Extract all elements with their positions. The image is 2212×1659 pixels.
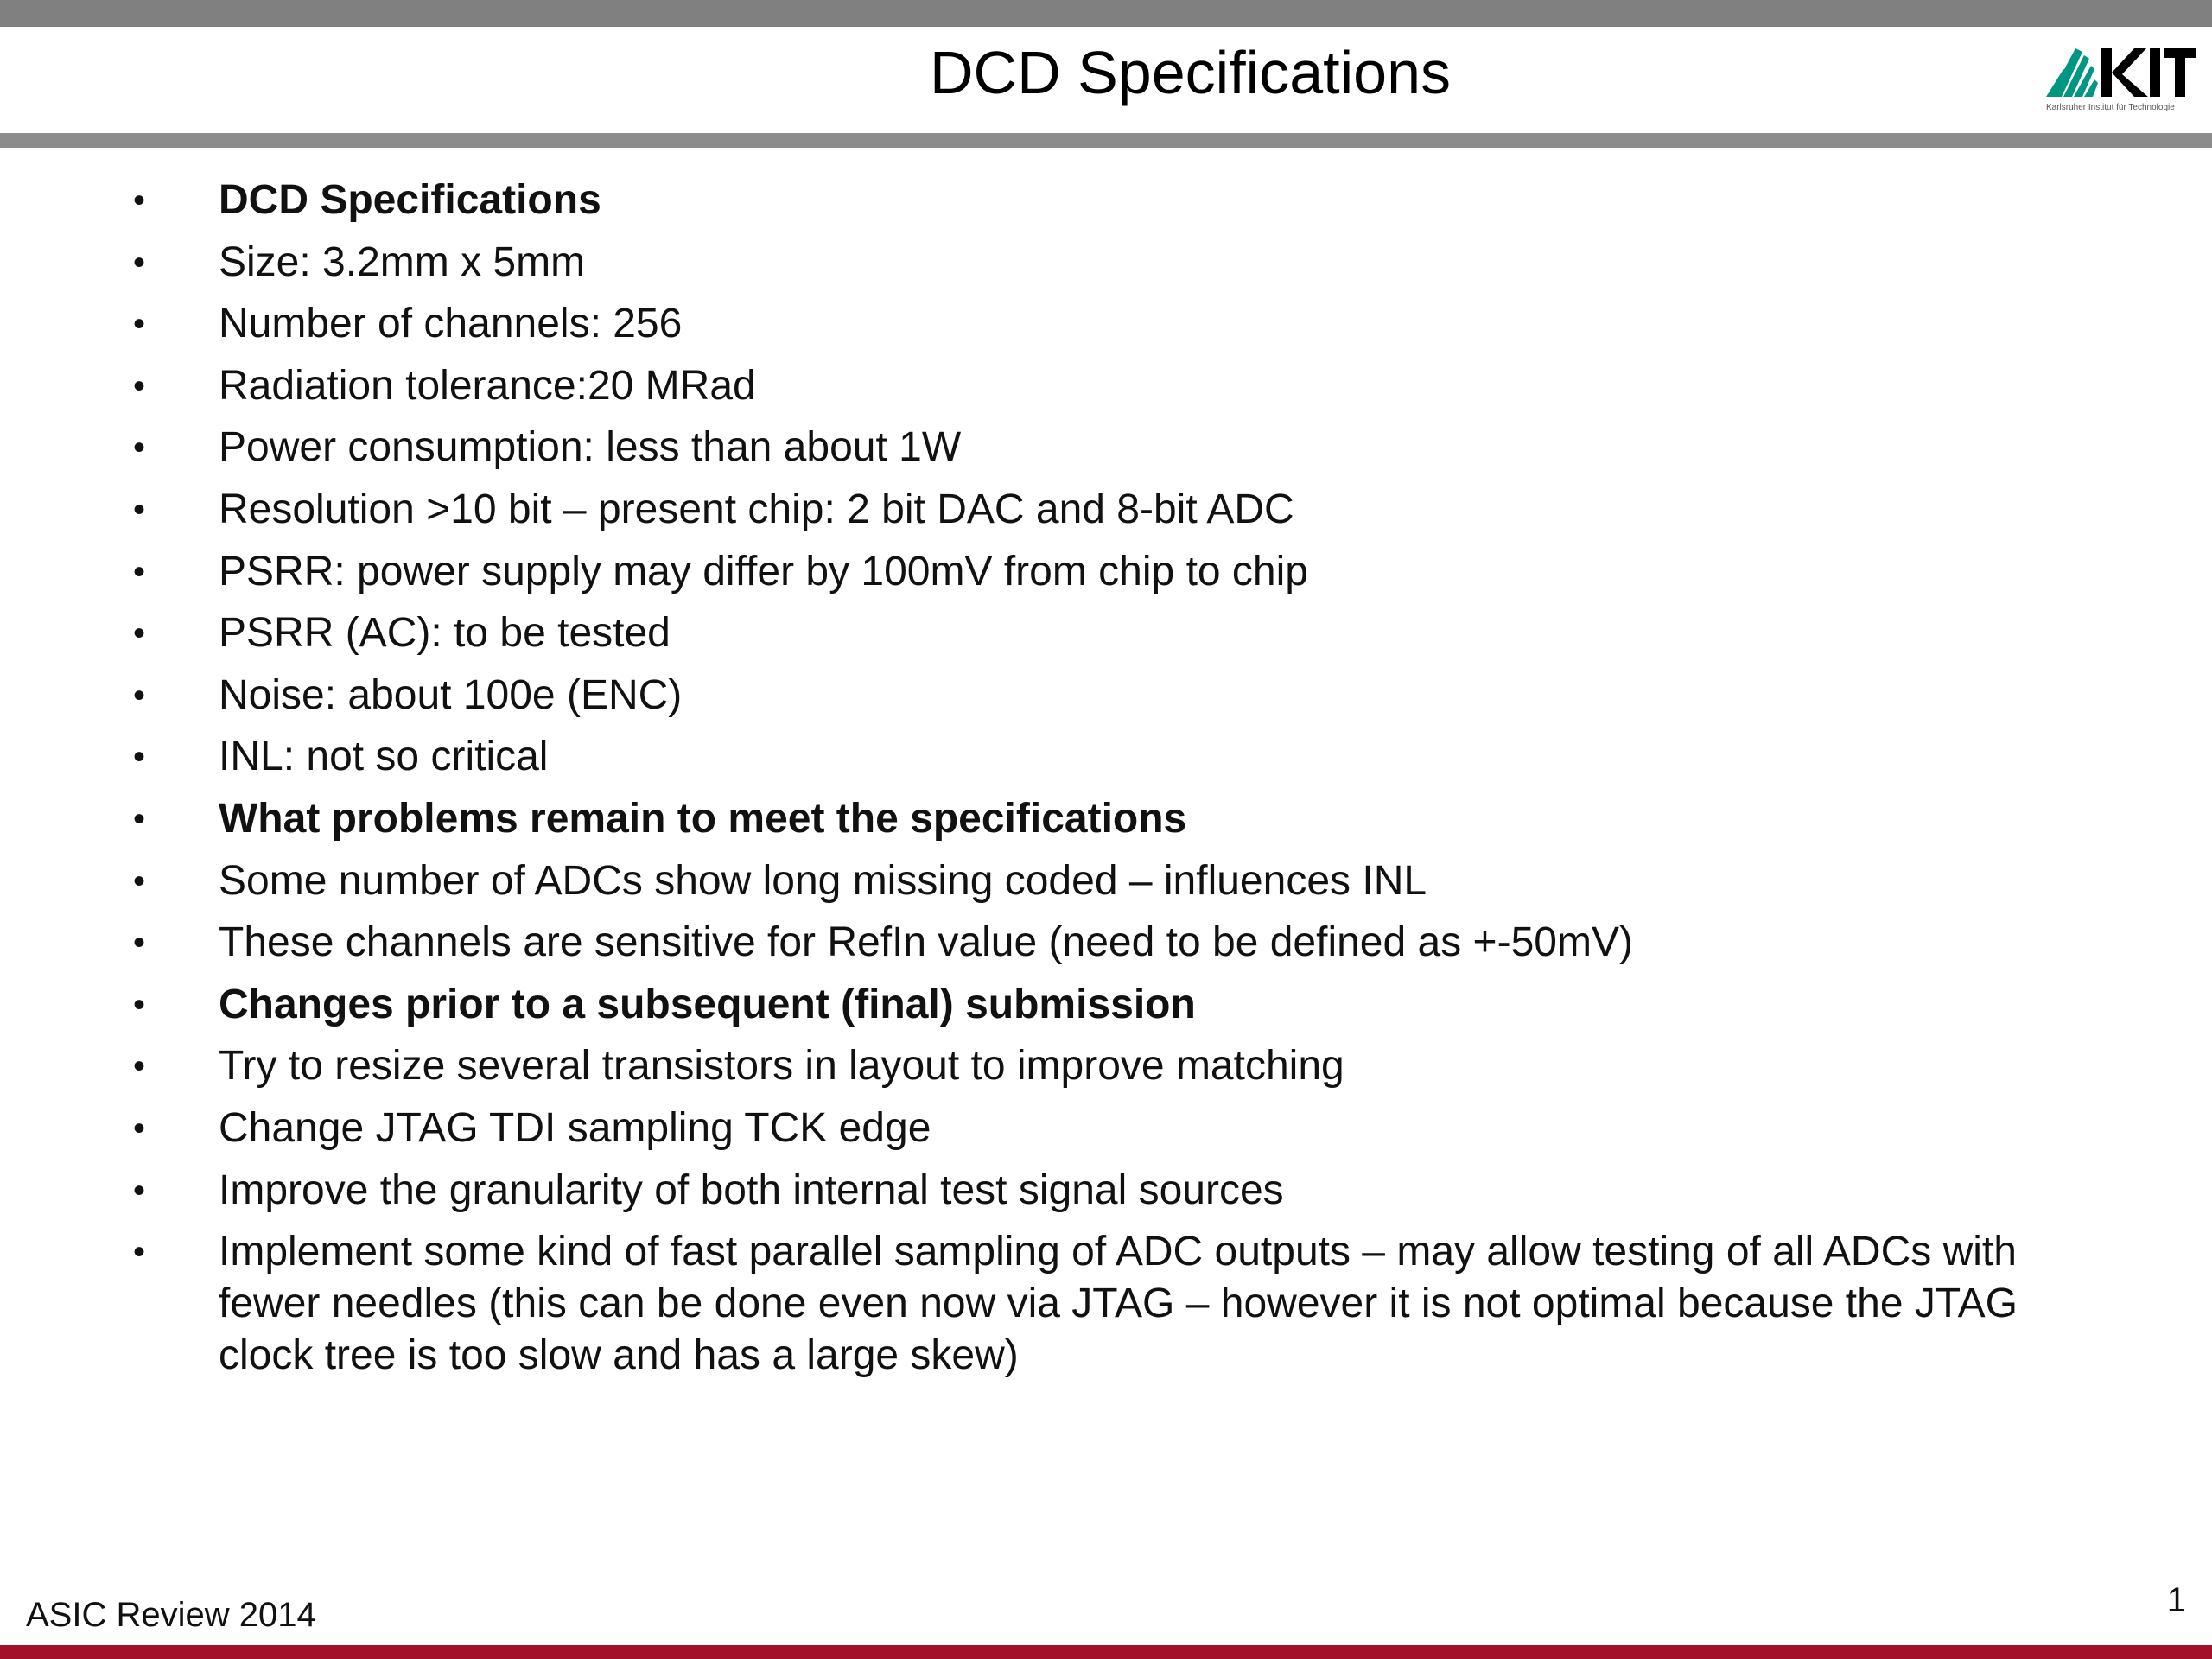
bullet-item <box>130 1165 2082 1217</box>
bullet-dot: • <box>133 738 146 777</box>
bullet-item <box>130 484 2082 536</box>
title-rule <box>0 133 2212 148</box>
bullet-text: DCD Specifications <box>219 177 601 223</box>
bullet-text: PSRR (AC): to be tested <box>219 610 671 657</box>
bullet-item <box>130 607 2082 659</box>
bullet-list <box>130 175 2082 1392</box>
bullet-item <box>130 546 2082 598</box>
bullet-text: Noise: about 100e (ENC) <box>219 671 683 718</box>
page-number: 1 <box>2166 1581 2186 1619</box>
bullet-dot: • <box>133 861 146 900</box>
bottom-bar <box>0 1645 2212 1659</box>
bullet-text: INL: not so critical <box>219 734 549 780</box>
bullet-item <box>130 855 2082 907</box>
bullet-dot: • <box>133 305 146 344</box>
bullet-dot: • <box>133 924 146 963</box>
bullet-text: Changes prior to a subsequent (final) submission <box>219 981 1196 1027</box>
bullet-dot: • <box>133 614 146 653</box>
bullet-dot: • <box>133 552 146 591</box>
bullet-item <box>130 917 2082 969</box>
top-bar <box>0 0 2212 27</box>
bullet-dot: • <box>133 490 146 529</box>
bullet-text: Size: 3.2mm x 5mm <box>219 238 586 285</box>
footer-text: ASIC Review 2014 <box>26 1596 316 1634</box>
bullet-text: What problems remain to meet the specifications <box>219 795 1187 842</box>
bullet-text: Implement some kind of fast parallel sampling of ADC outputs – may allow testing of all ADCs with fewer needles (this can be done even now via JTAG – however it is not optimal because the JTAG clock tree is too slow and has a large skew) <box>219 1229 2018 1379</box>
bullet-item <box>130 360 2082 412</box>
bullet-item <box>130 670 2082 721</box>
bullet-dot: • <box>133 243 146 282</box>
bullet-dot: • <box>133 676 146 715</box>
bullet-text: Some number of ADCs show long missing coded – influences INL <box>219 857 1427 904</box>
bullet-text: Number of channels: 256 <box>219 301 683 347</box>
bullet-dot: • <box>133 1233 146 1272</box>
bullet-item <box>130 731 2082 783</box>
bullet-text: PSRR: power supply may differ by 100mV from chip to chip <box>219 548 1308 594</box>
bullet-dot: • <box>133 1047 146 1086</box>
bullet-dot: • <box>133 366 146 405</box>
bullet-item <box>130 175 2082 226</box>
bullet-text: Resolution >10 bit – present chip: 2 bit DAC and 8-bit ADC <box>219 486 1294 532</box>
bullet-item <box>130 793 2082 845</box>
bullet-dot: • <box>133 985 146 1024</box>
bullet-text: These channels are sensitive for RefIn value (need to be defined as +-50mV) <box>219 919 1633 966</box>
bullet-dot: • <box>133 1109 146 1147</box>
bullet-text: Power consumption: less than about 1W <box>219 424 962 471</box>
bullet-text: Improve the granularity of both internal test signal sources <box>219 1166 1284 1213</box>
bullet-text: Radiation tolerance:20 MRad <box>219 362 756 409</box>
bullet-item <box>130 1226 2082 1382</box>
bullet-dot: • <box>133 1171 146 1210</box>
bullet-item <box>130 979 2082 1031</box>
bullet-dot: • <box>133 799 146 838</box>
bullet-dot: • <box>133 429 146 467</box>
slide-title: DCD Specifications <box>930 39 1451 106</box>
bullet-item <box>130 1103 2082 1154</box>
bullet-text: Change JTAG TDI sampling TCK edge <box>219 1104 931 1151</box>
bullet-dot: • <box>133 181 146 219</box>
bullet-item <box>130 1040 2082 1092</box>
bullet-item <box>130 422 2082 474</box>
bullet-text: Try to resize several transistors in layout to improve matching <box>219 1043 1344 1090</box>
bullet-item <box>130 298 2082 350</box>
logo-subtitle: Karlsruher Institut für Technologie <box>2046 103 2175 112</box>
bullet-item <box>130 237 2082 289</box>
